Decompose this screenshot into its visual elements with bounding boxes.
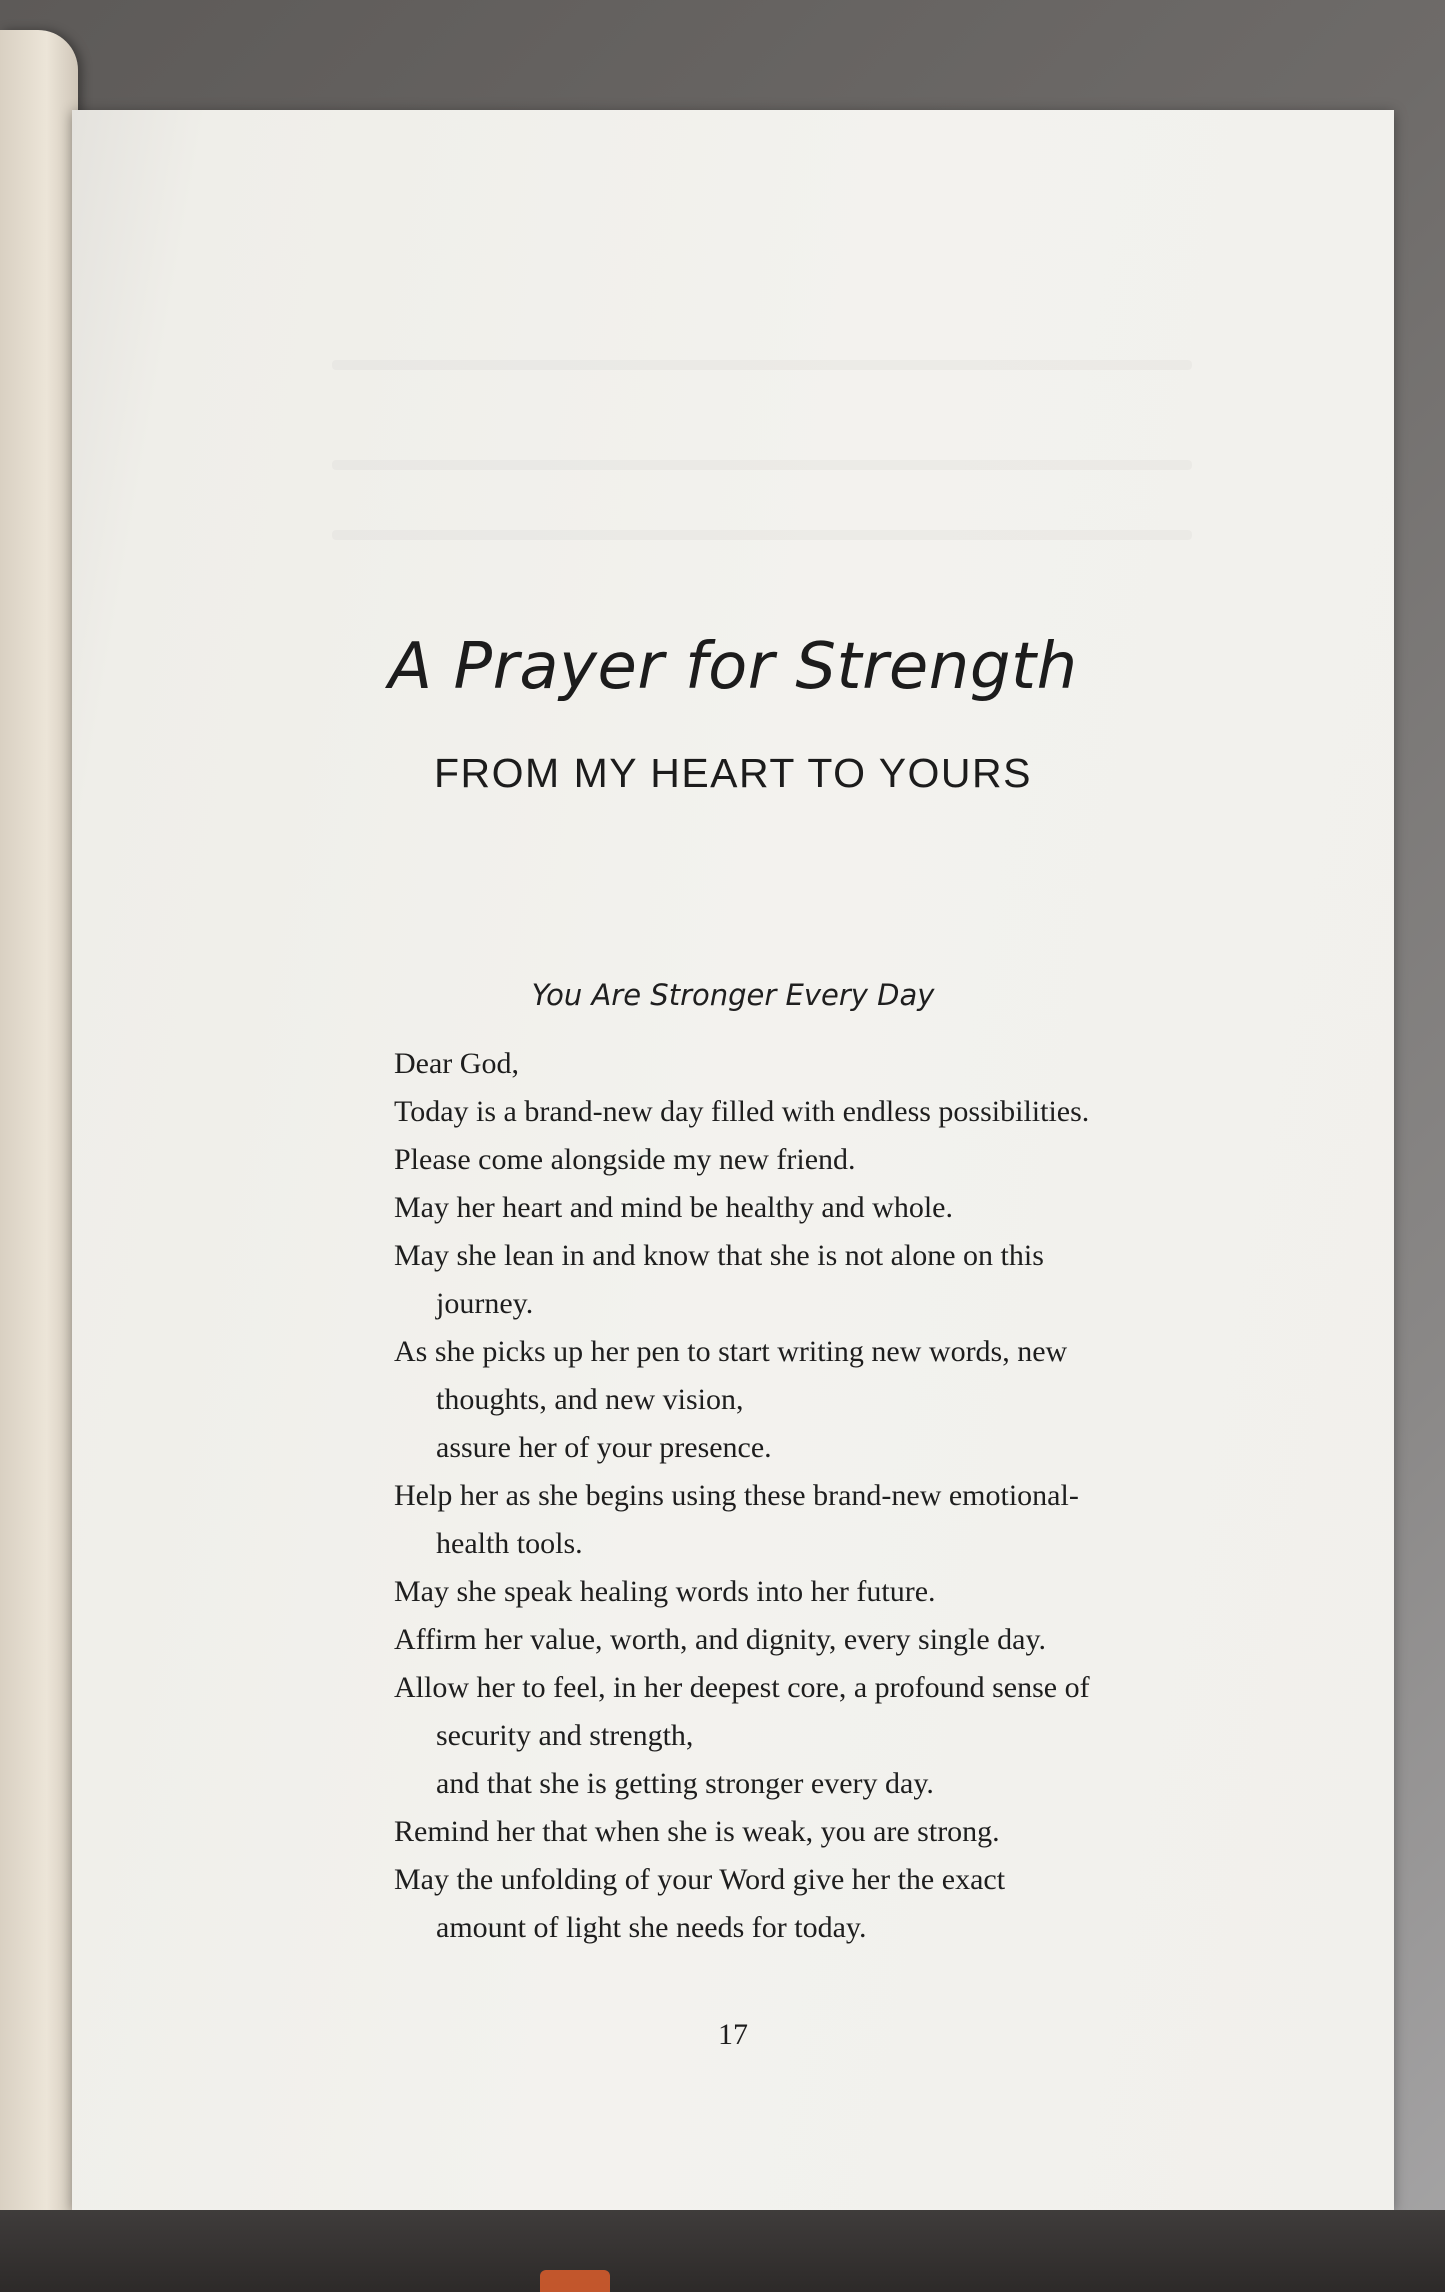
prayer-line-continuation: amount of light she needs for today. [436, 1911, 867, 1944]
prayer-line-continuation: assure her of your presence. [436, 1431, 772, 1464]
prayer-line-continuation: health tools. [436, 1527, 583, 1560]
show-through-text [332, 530, 1192, 540]
prayer-line: As she picks up her pen to start writing new words, new [394, 1335, 1068, 1368]
prayer-line: May she speak healing words into her future. [394, 1575, 936, 1608]
prayer-line: Today is a brand-new day filled with endless possibilities. [394, 1095, 1090, 1128]
show-through-text [332, 360, 1192, 370]
prayer-line: May the unfolding of your Word give her the exact [394, 1863, 1006, 1896]
object-edge [540, 2270, 610, 2292]
book-page [72, 110, 1394, 2210]
prayer-line: Dear God, [394, 1047, 519, 1080]
prayer-line: Affirm her value, worth, and dignity, every single day. [394, 1623, 1047, 1656]
prayer-line: Please come alongside my new friend. [394, 1143, 856, 1176]
prayer-line: Allow her to feel, in her deepest core, a profound sense of [394, 1671, 1090, 1704]
prayer-line: Help her as she begins using these brand-new emotional- [394, 1479, 1079, 1512]
prayer-line: Remind her that when she is weak, you are strong. [394, 1815, 1000, 1848]
prayer-line-continuation: security and strength, [436, 1719, 694, 1752]
page-subtitle: FROM MY HEART TO YOURS [433, 750, 1032, 796]
show-through-text [332, 460, 1192, 470]
prayer-line-continuation: journey. [436, 1287, 534, 1320]
facing-page-edge [0, 30, 78, 2260]
prayer-line-continuation: and that she is getting stronger every day. [436, 1767, 934, 1800]
prayer-line: May she lean in and know that she is not alone on this [394, 1239, 1044, 1272]
prayer-text [394, 1040, 1214, 1952]
page-title: A Prayer for Strength [388, 630, 1078, 704]
page-number: 17 [718, 2018, 748, 2051]
prayer-line-continuation: thoughts, and new vision, [436, 1383, 744, 1416]
prayer-heading: You Are Stronger Every Day [531, 978, 935, 1012]
prayer-line: May her heart and mind be healthy and whole. [394, 1191, 953, 1224]
table-surface [0, 2210, 1445, 2292]
